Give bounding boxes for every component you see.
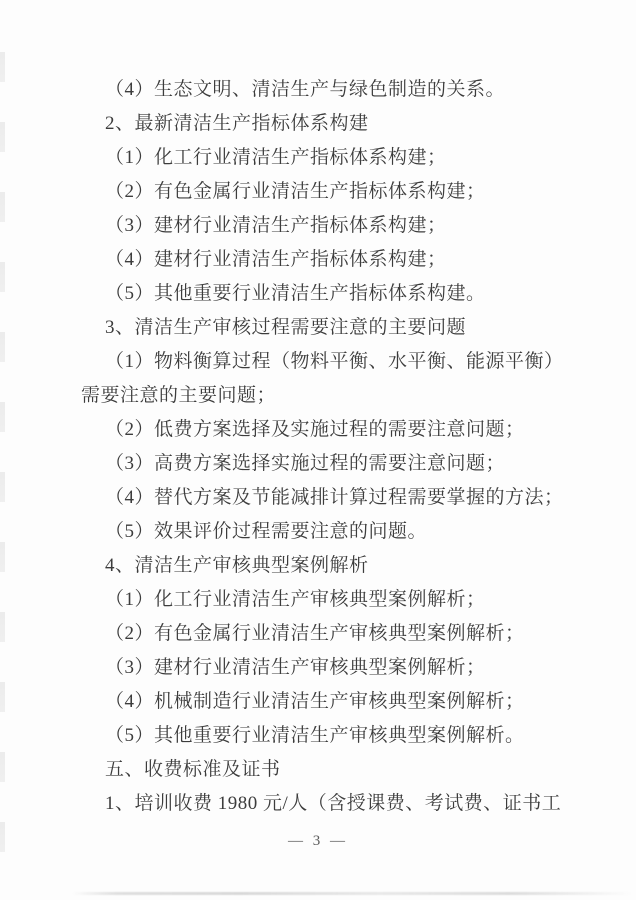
page-number: — 3 —	[288, 833, 348, 849]
document-line: （3）建材行业清洁生产审核典型案例解析；	[105, 657, 486, 678]
document-line: （5）其他重要行业清洁生产指标体系构建。	[105, 283, 486, 304]
document-line: （4）机械制造行业清洁生产审核典型案例解析；	[105, 691, 525, 712]
document-line: 3、清洁生产审核过程需要注意的主要问题	[105, 317, 467, 338]
document-section-heading: 五、收费标准及证书	[105, 759, 281, 780]
document-line: （3）高费方案选择实施过程的需要注意问题；	[105, 453, 506, 474]
document-line: 2、最新清洁生产指标体系构建	[105, 113, 369, 134]
document-line: （1）化工行业清洁生产审核典型案例解析；	[105, 589, 486, 610]
document-line: （2）有色金属行业清洁生产指标体系构建；	[105, 181, 486, 202]
document-body	[81, 73, 564, 821]
scan-artifact-left-edge	[0, 52, 5, 872]
scan-artifact-bottom-edge	[72, 892, 632, 895]
document-line: （4）建材行业清洁生产指标体系构建；	[105, 249, 447, 270]
document-line: （2）低费方案选择及实施过程的需要注意问题；	[105, 419, 525, 440]
document-line: （4）替代方案及节能减排计算过程需要掌握的方法；	[105, 487, 564, 508]
document-line: 4、清洁生产审核典型案例解析	[105, 555, 369, 576]
document-line: 需要注意的主要问题；	[81, 385, 277, 406]
document-line: （1）化工行业清洁生产指标体系构建；	[105, 147, 447, 168]
document-line: （3）建材行业清洁生产指标体系构建；	[105, 215, 447, 236]
document-line: （1）物料衡算过程（物料平衡、水平衡、能源平衡）	[105, 351, 564, 372]
document-line: （4）生态文明、清洁生产与绿色制造的关系。	[105, 79, 506, 100]
document-line: （5）效果评价过程需要注意的问题。	[105, 521, 428, 542]
document-line: （5）其他重要行业清洁生产审核典型案例解析。	[105, 725, 525, 746]
document-line: 1、培训收费 1980 元/人（含授课费、考试费、证书工	[105, 793, 562, 814]
document-line: （2）有色金属行业清洁生产审核典型案例解析；	[105, 623, 525, 644]
